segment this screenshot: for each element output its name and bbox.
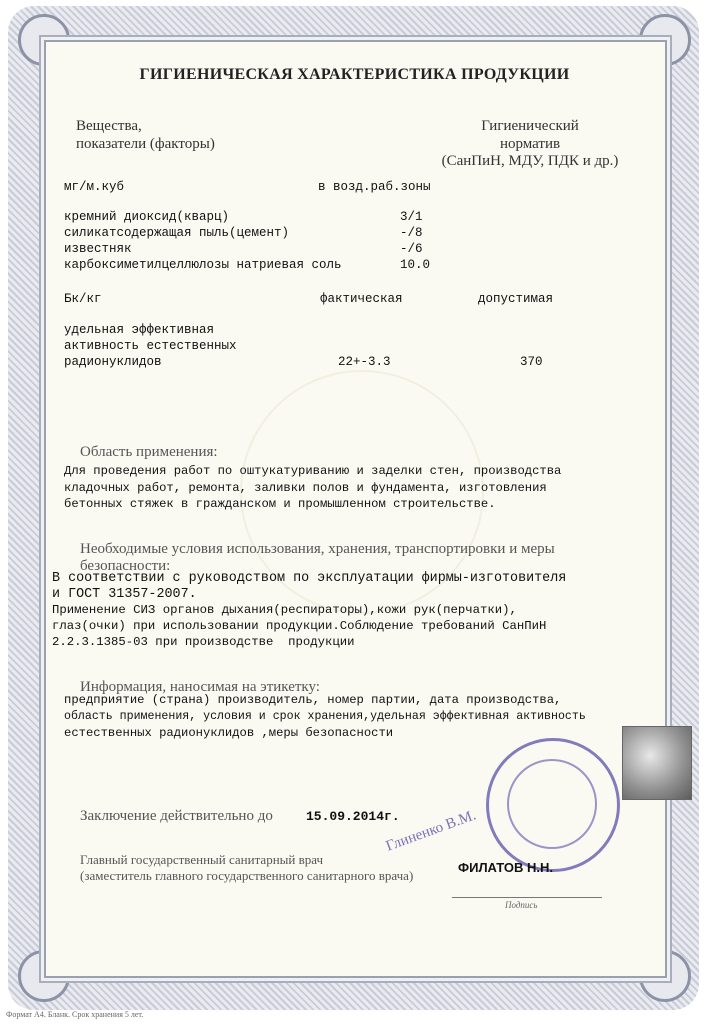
substance-name: силикатсодержащая пыль(цемент) [64,226,290,240]
hologram-emblem-icon [622,726,692,800]
signatory-name: ФИЛАТОВ Н.Н. [458,860,554,875]
substances-column-header: Вещества, [76,118,142,134]
substance-name: карбоксиметилцеллюлозы натриевая соль [64,258,342,272]
radio-label: радионуклидов [64,355,162,369]
conditions-heading: безопасности: [80,558,171,574]
validity-label: Заключение действительно до [80,808,273,824]
scope-heading: Область применения: [80,444,218,460]
norm-column-header: норматив [499,136,561,152]
label-info-heading: Информация, наносимая на этикетку: [80,679,320,695]
signature-line [452,897,602,898]
radio-actual-value: 22+-3.3 [338,355,391,369]
substance-value: -/8 [400,226,423,240]
radio-label: активность естественных [64,339,237,353]
label-info-text: область применения, условия и срок хранения,удельная эффективная активность [64,710,586,723]
validity-date: 15.09.2014г. [306,809,400,824]
conditions-text: 2.2.3.1385-03 при производстве продукции [52,635,355,649]
norm-column-header: (СанПиН, МДУ, ПДК и др.) [441,153,619,169]
label-info-text: естественных радионуклидов ,меры безопасности [64,726,394,740]
scope-text: бетонных стяжек в гражданском и промышленном строительстве. [64,497,496,511]
substance-value: 3/1 [400,210,423,224]
substances-column-header: показатели (факторы) [76,136,215,152]
substance-name: кремний диоксид(кварц) [64,210,230,224]
round-seal-icon [486,738,620,872]
signature-caption: Подпись [505,900,538,910]
conditions-text: В соответствии с руководством по эксплуатации фирмы-изготовителя [52,571,567,586]
stamp-name: Глиненко В.М. [383,807,479,855]
conditions-text: и ГОСТ 31357-2007. [52,587,197,602]
signatory-title: Главный государственный санитарный врач [80,852,324,867]
norm-column-header: Гигиенический [481,118,579,134]
radio-allowed-value: 370 [520,355,543,369]
substance-name: известняк [64,242,132,256]
radio-unit-label: Бк/кг [64,292,102,306]
radio-actual-header: фактическая [320,292,403,306]
label-info-text: предприятие (страна) производитель, номер партии, дата производства, [64,693,562,707]
substance-value: 10.0 [400,258,431,272]
conditions-text: Применение СИЗ органов дыхания(респираторы),кожи рук(перчатки), [52,603,517,617]
scope-text: Для проведения работ по оштукатуриванию и заделки стен, производства [64,464,562,478]
footer-note: Формат А4. Бланк. Срок хранения 5 лет. [6,1010,144,1019]
unit-label: мг/м.куб [64,180,125,194]
substance-value: -/6 [400,242,423,256]
radio-label: удельная эффективная [64,323,215,337]
conditions-text: глаз(очки) при использовании продукции.Соблюдение требований СанПиН [52,619,547,633]
conditions-heading: Необходимые условия использования, хранения, транспортировки и меры [80,541,555,557]
zone-label: в возд.раб.зоны [318,180,431,194]
signatory-title: (заместитель главного государственного санитарного врача) [80,868,414,883]
radio-allowed-header: допустимая [478,292,554,306]
page-title: ГИГИЕНИЧЕСКАЯ ХАРАКТЕРИСТИКА ПРОДУКЦИИ [139,66,570,83]
scope-text: кладочных работ, ремонта, заливки полов и фундамента, изготовления [64,481,547,495]
